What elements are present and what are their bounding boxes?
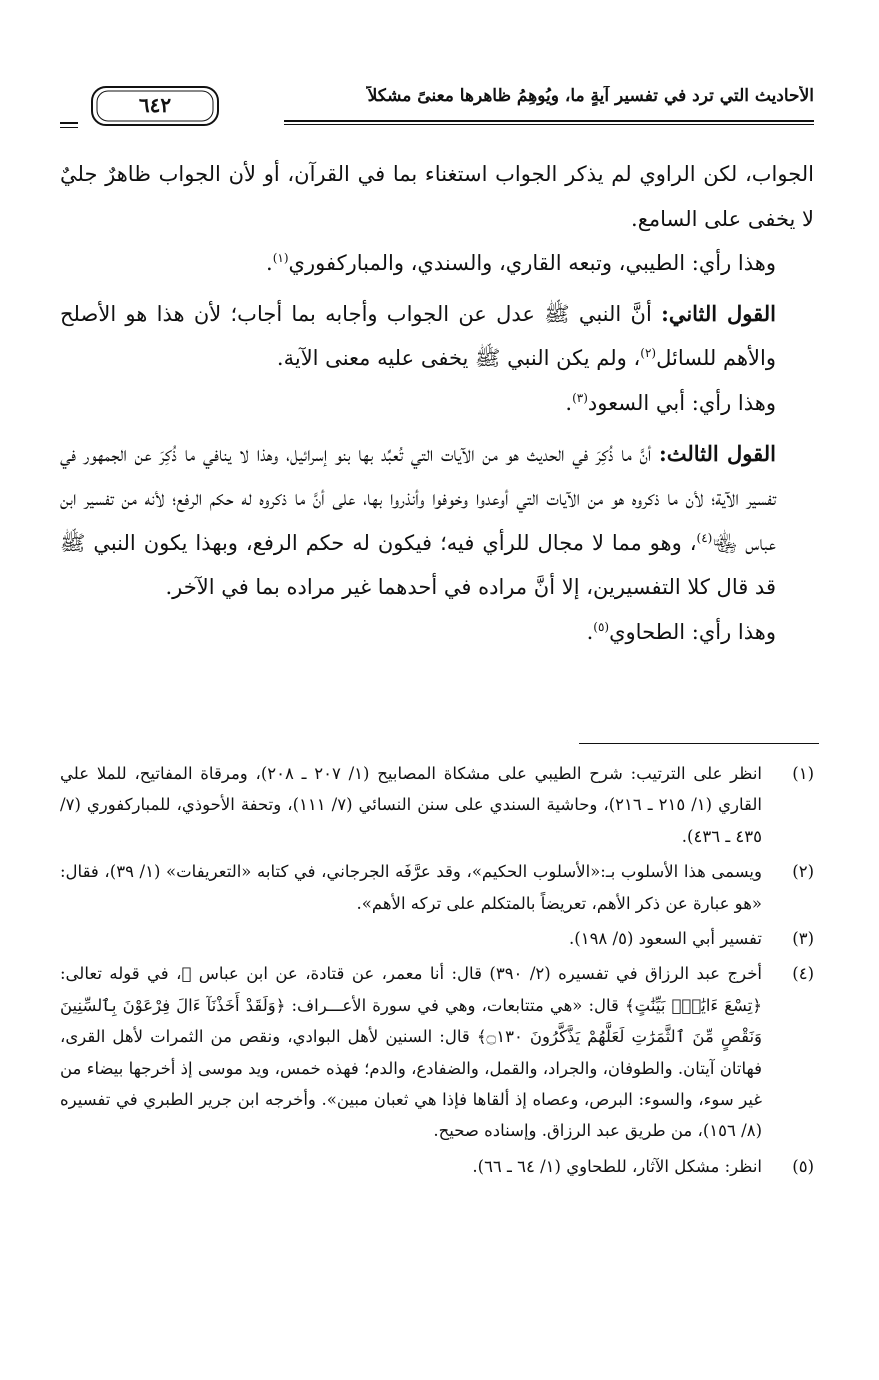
- footnote-number: (٢): [792, 862, 814, 882]
- footnote-text: انظر: مشكل الآثار، للطحاوي (١/ ٦٤ ـ ٦٦).: [472, 1156, 762, 1176]
- footnote-text: ويسمى هذا الأسلوب بـ:«الأسلوب الحكيم»، وقد عرَّفَه الجرجاني، في كتابه «التعريفات» (١/ ٣٩)، فقال: «هو عبارة عن ذكر الأهم، تعريضاً بالمتكلم على تركه الأهم».: [60, 862, 762, 913]
- header-title: الأحاديث التي ترد في تفسير آيةٍ ما، ويُوهِمُ ظاهرها معنىً مشكلاً: [367, 86, 814, 106]
- footnote-number: (٤): [792, 964, 814, 984]
- running-header: [60, 80, 814, 140]
- footnote-text: أخرج عبد الرزاق في تفسيره (٢/ ٣٩٠) قال: أنا معمر، عن قتادة، عن ابن عباس ﵄، في قوله تعالى: ﴿تِسْعَ ءَايَٰتٍۭ بَيِّنَٰتٍ﴾ قال: «هي متتابعات، وهي في سورة الأعـــراف: ﴿وَلَقَدْ أَخَذْنَآ ءَالَ فِرْعَوْنَ بِٱلسِّنِينَ وَنَقْصٍ مِّنَ ٱلثَّمَرَٰتِ لَعَلَّهُمْ يَذَّكَّرُونَ ۝١٣٠﴾ قال: السنين لأهل البوادي، ونقص من الثمرات لأهل القرى، فهاتان آيتان. والطوفان، والجراد، والقمل، والضفادع، والدم؛ فهذه خمس، ويد موسى إذ أخرجها بيضاء من غير سوء، والسوء: البرص، وعصاه إذ ألقاها فإذا هي ثعبان مبين». وأخرجه ابن جرير الطبري في تفسيره (٨/ ١٥٦)، من طريق عبد الرزاق. وإسناده صحيح.: [60, 964, 763, 1141]
- footnote-2: [60, 856, 814, 919]
- footnote-1: [60, 758, 814, 852]
- footnote-3: [60, 923, 814, 954]
- paragraph-5-text-b: ، وهو مما لا مجال للرأي فيه؛ فيكون له حكم الرفع، وبهذا يكون النبي ﷺ قد قال كلا التفسيرين، إلا أنَّ مراده في أحدهما غير مراده بما في الآخر.: [60, 530, 776, 600]
- header-rule: [284, 120, 814, 122]
- paragraph-5: [60, 432, 814, 610]
- page-number-badge: [80, 86, 230, 128]
- main-text: [60, 152, 814, 655]
- paragraph-1: [60, 152, 814, 241]
- footnote-text: انظر على الترتيب: شرح الطيبي على مشكاة المصابيح (١/ ٢٠٧ ـ ٢٠٨)، ومرقاة المفاتيح، للملا علي القاري (١/ ٢١٥ ـ ٢١٦)، وحاشية السندي على سنن النسائي (٧/ ١١١)، وتحفة الأحوذي، للمباركفوري (٧/ ٤٣٥ ـ ٤٣٦).: [60, 764, 762, 846]
- second-opinion-label: القول الثاني:: [661, 300, 777, 326]
- footnote-text: تفسير أبي السعود (٥/ ١٩٨).: [569, 929, 762, 949]
- paragraph-3-text-b: ، ولم يكن النبي ﷺ يخفى عليه معنى الآية.: [276, 346, 641, 371]
- header-left-rule: [60, 122, 78, 124]
- footnote-5: [60, 1151, 814, 1182]
- footnote-number: (٣): [792, 929, 814, 949]
- paragraph-2: [60, 241, 814, 286]
- paragraph-1-text: الجواب، لكن الراوي لم يذكر الجواب استغناء بما في القرآن، أو لأن الجواب ظاهرٌ جليٌ لا يخفى على السامع.: [60, 162, 814, 231]
- paragraph-4-text: وهذا رأي: أبي السعود: [587, 390, 776, 415]
- paragraph-3-text-a: أنَّ النبي ﷺ عدل عن الجواب وأجابه بما أجاب؛ لأن هذا هو الأصلح والأهم للسائل: [60, 301, 776, 371]
- header-left-rule-thin: [60, 127, 78, 128]
- paragraph-2-end: .: [266, 251, 273, 276]
- footnote-ref-1[interactable]: (١): [272, 251, 289, 266]
- footnote-divider: [579, 743, 819, 744]
- paragraph-2-text: وهذا رأي: الطيبي، وتبعه القاري، والسندي، والمباركفوري: [288, 251, 776, 276]
- footnote-ref-2[interactable]: (٢): [640, 346, 657, 361]
- footnotes: [60, 758, 814, 1186]
- footnote-number: (٥): [792, 1156, 814, 1176]
- page-number: ٦٤٢: [138, 93, 172, 117]
- paragraph-6: [60, 610, 814, 655]
- paragraph-4-end: .: [565, 390, 573, 415]
- third-opinion-label: القول الثالث:: [658, 440, 777, 466]
- paragraph-6-text: وهذا رأي: الطحاوي: [609, 619, 776, 644]
- footnote-number: (١): [792, 764, 814, 783]
- paragraph-6-end: .: [586, 619, 594, 644]
- paragraph-4: [60, 381, 814, 426]
- footnote-4: [60, 958, 814, 1146]
- paragraph-5-text-a: أنَّ ما ذُكِرَ في الحديث هو من الآيات التي تُعبِّد بها بنو إسرائيل، وهذا لا ينافي ما ذُكِرَ عن الجمهور في تفسير الآية؛ لأن ما ذكروه هو من الآيات التي أوعدوا وخوفوا وأنذروا بها، على أنَّ ما ذكروه له حكم الرفع؛ لأنه من تفسير ابن عباس ﵄: [60, 441, 776, 555]
- footnote-ref-4[interactable]: (٤): [696, 530, 713, 545]
- footnote-ref-5[interactable]: (٥): [593, 619, 610, 634]
- header-rule-thin: [284, 124, 814, 125]
- footnote-ref-3[interactable]: (٣): [572, 390, 588, 405]
- paragraph-3: [60, 292, 814, 381]
